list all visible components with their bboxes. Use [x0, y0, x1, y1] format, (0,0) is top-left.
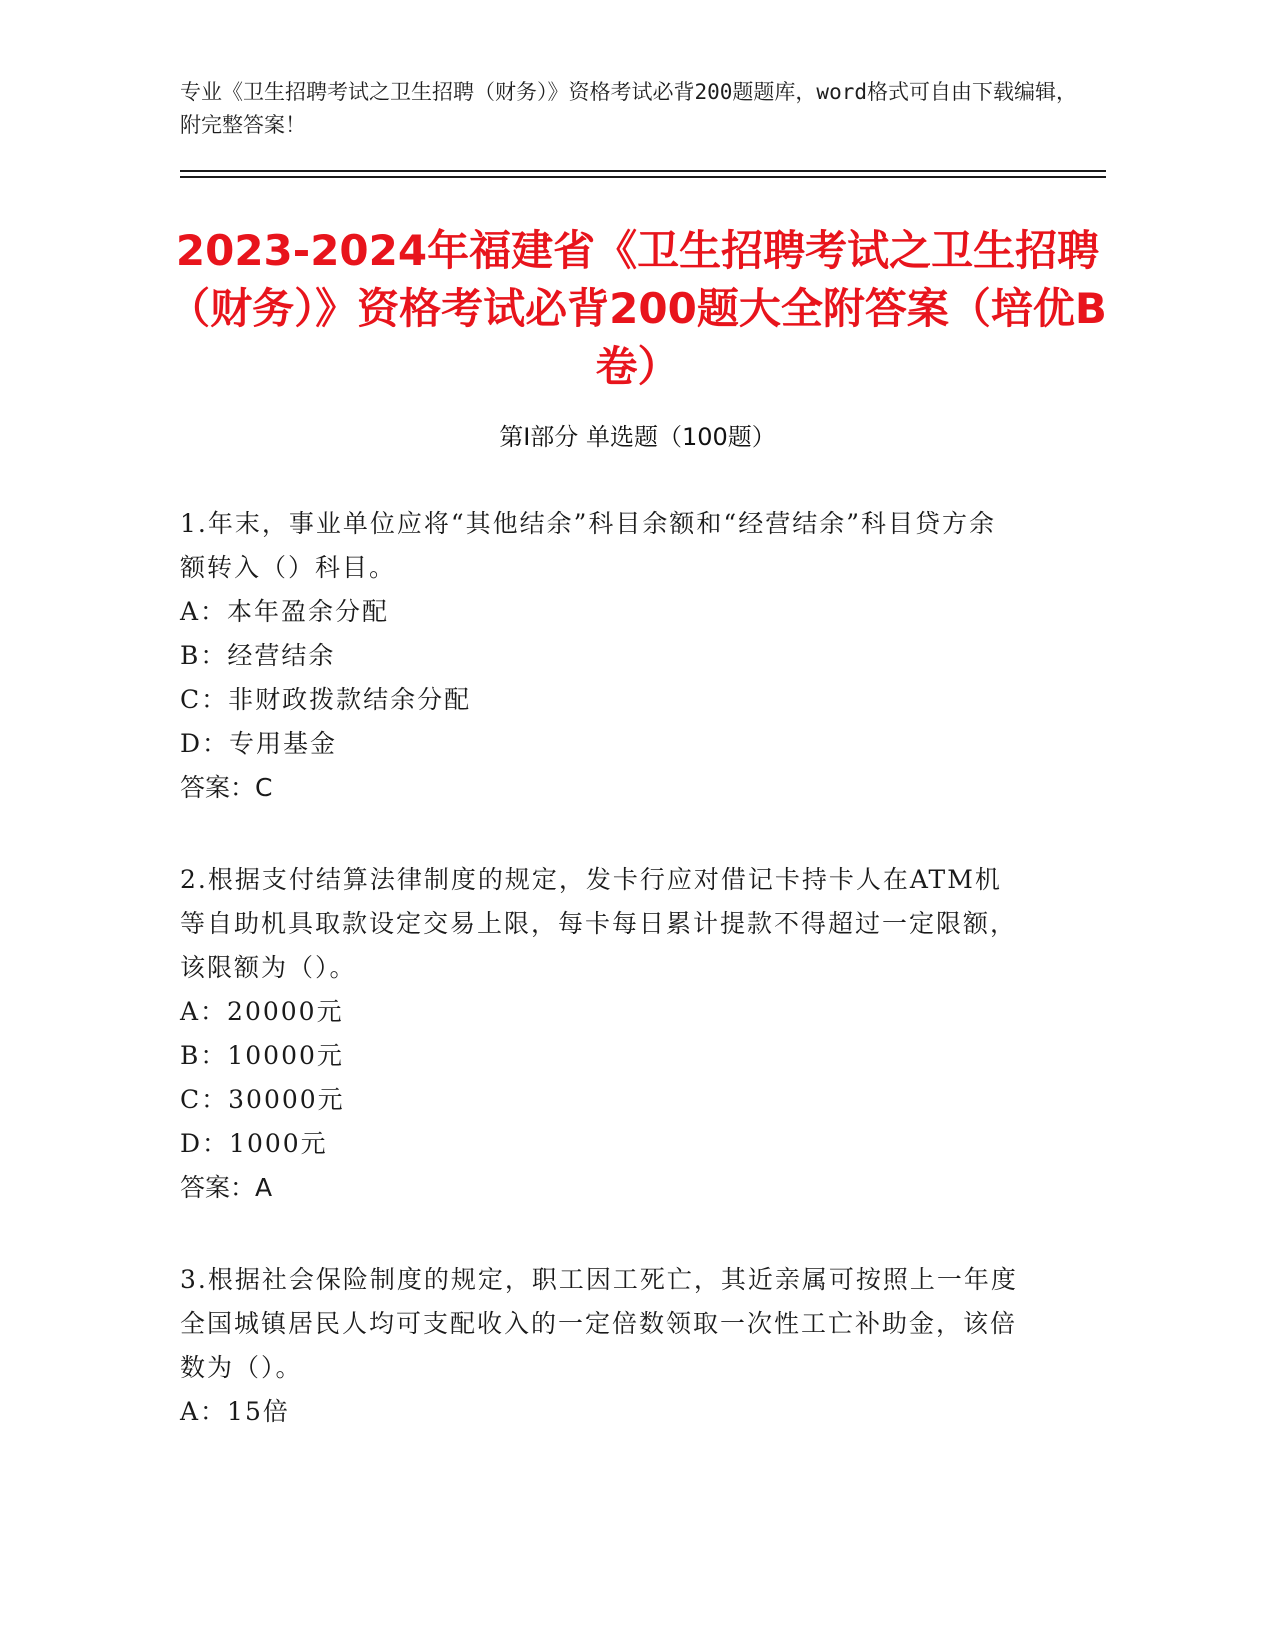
option-b: B：经营结余	[180, 641, 336, 670]
answer-line: 答案：C	[180, 773, 273, 802]
header-divider-top	[180, 170, 1106, 172]
option-a: A：20000元	[180, 997, 344, 1026]
option-d: D：专用基金	[180, 729, 338, 758]
answer-line: 答案：A	[180, 1173, 273, 1202]
question-stem: 3.根据社会保险制度的规定，职工因工死亡，其近亲属可按照上一年度全国城镇居民人均可支配收入的一定倍数领取一次性工亡补助金，该倍数为（）。	[180, 1265, 1018, 1382]
option-a: A：15倍	[180, 1397, 290, 1426]
option-c: C：30000元	[180, 1085, 345, 1114]
document-title: 2023-2024年福建省《卫生招聘考试之卫生招聘（财务）》资格考试必背200题大全附答案（培优B卷）	[168, 226, 1107, 391]
section-title: 第Ⅰ部分 单选题（100题）	[499, 423, 776, 451]
header-divider-bottom	[180, 176, 1106, 178]
option-d: D：1000元	[180, 1129, 328, 1158]
option-a: A：本年盈余分配	[180, 597, 390, 626]
question-stem: 2.根据支付结算法律制度的规定，发卡行应对借记卡持卡人在ATM机等自助机具取款设定交易上限，每卡每日累计提款不得超过一定限额，该限额为（）。	[180, 865, 1018, 982]
question-2	[180, 858, 1020, 1210]
question-1	[180, 502, 1020, 810]
header-note: 专业《卫生招聘考试之卫生招聘（财务）》资格考试必背200题题库，word格式可自由下载编辑，附完整答案！	[180, 80, 1077, 137]
option-b: B：10000元	[180, 1041, 344, 1070]
question-3	[180, 1258, 1020, 1434]
question-stem: 1.年末，事业单位应将“其他结余”科目余额和“经营结余”科目贷方余额转入（）科目。	[180, 509, 996, 582]
question-list	[180, 502, 1020, 1482]
option-c: C：非财政拨款结余分配	[180, 685, 472, 714]
